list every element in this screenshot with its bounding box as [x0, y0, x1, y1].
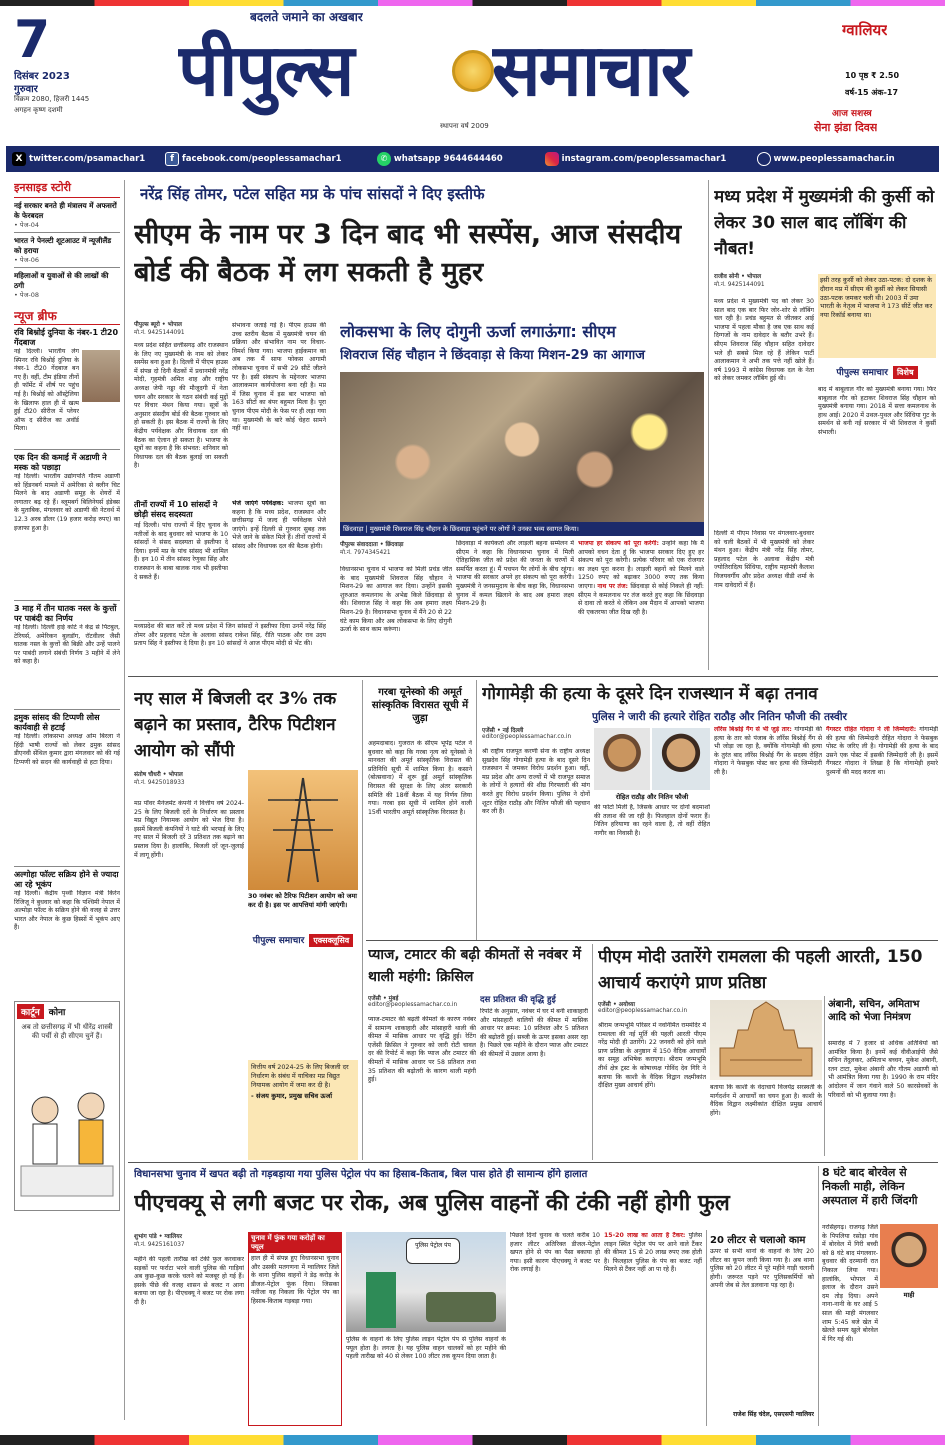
globe-icon — [757, 152, 771, 166]
brief-body: नई दिल्ली। लोकसभा अध्यक्ष ओम बिरला ने हिंदी भाषी राज्यों को लेकर द्रमुक सांसद डीएनवी सेंथिल कुमार द्वारा मंगलवार को की गई टिप्पणी को सदन की कार्यवाही से हटा दिया। — [14, 733, 120, 766]
byline-mobile: मो.नं. 9425018933 — [134, 780, 185, 786]
petrol-kicker: विधानसभा चुनाव में खपत बढ़ी तो गड़बड़ाया गया पुलिस पेट्रोल पंप का हिसाब-किताब, बिल पास होते ही सामान्य होंगे हालात — [134, 1169, 588, 1180]
tagline: बदलते जमाने का अखबार — [250, 10, 363, 24]
weekday: गुरुवार — [14, 84, 38, 95]
shivraj-headline: लोकसभा के लिए दोगुनी ऊर्जा लगाऊंगा: सीएम — [340, 322, 616, 341]
brief-body: नई दिल्ली। भारतीय लेग स्पिनर रवि बिश्नोई दुनिया के नंबर-1 टी20 गेंदबाज बन गए हैं। वहीं, टीम इंडिया तीनों ही फॉर्मेट में शीर्ष पर पहुंच गई है। बिश्नोई को ऑस्ट्रेलिया के खिलाफ हाल ही में खत्म हुई टी20 सीरीज में प्लेयर ऑफ द सीरीज का अवॉर्ड मिला। — [14, 348, 79, 433]
brief-item — [14, 870, 120, 996]
electricity-tag — [248, 928, 358, 950]
pump-body — [366, 1272, 396, 1328]
petrol-box-title: चुनाव में फुंक गया करोड़ों का फ्यूल — [249, 1233, 341, 1253]
inside-page: • पेज-04 — [14, 221, 40, 229]
thali-body: प्याज-टमाटर की बढ़ती कीमतों के कारण नवंबर में सामान्य शाकाहारी और मांसाहारी थाली की कीमत में मासिक आधार पर वृद्धि हुई। रेटिंग एजेंसी क्रिसिल ने गुरुवार को जारी रोटी चावल दर की रिपोर्ट में कहा कि प्याज और टमाटर की कीमतों में मासिक आधार पर 58 प्रतिशत तथा 35 प्रतिशत की बढ़ोतरी के कारण थाली महंगी हुई। — [368, 1016, 476, 1084]
social-whatsapp[interactable] — [377, 152, 539, 166]
byline-text: पीपुल्स ब्यूरो • भोपाल — [134, 322, 182, 328]
inside-text: भारत ने पेनल्टी शूटआउट में न्यूजीलैंड को हराया — [14, 236, 112, 255]
petrol-box-body: हाल ही में संपन्न हुए विधानसभा चुनाव और उसकी मतगणना में ग्वालियर जिले के थाना पुलिस वाहनों ने डेढ़ करोड़ के डीजल-पेट्रोल फूंक दिया। जिसका नतीजा यह निकला कि पेट्रोल पंप का हिसाब-किताब गड़बड़ा गया। — [251, 1255, 339, 1305]
ramlala-body: श्रीराम जन्मभूमि परिसर में नवनिर्मित राममंदिर में रामलला की नई मूर्ति की पहली आरती पीएम नरेंद्र मोदी ही उतारेंगे। 22 जनवरी को होने वाले प्राण प्रतिष्ठा के अनुष्ठान में 150 वैदिक आचार्यों का समूह अभिषेक कराएगा। श्रीराम जन्मभूमि तीर्थ क्षेत्र ट्रस्ट के कोषाध्यक्ष गोविंद देव गिरि ने बताया कि काशी के वैदिक विद्वान लक्ष्मीकांत दीक्षित मुख्य आचार्य होंगे। — [598, 1022, 706, 1090]
ramlala-byline — [598, 1000, 706, 1014]
byline-email: editor@peoplessamachar.co.in — [368, 1002, 458, 1008]
observer-sub: भेजे जाएंगे पर्यवेक्षक: — [232, 500, 284, 507]
shivraj-text3: उन्होंने कहा कि मैं आपको वचन देता हूं कि भाजपा सरकार दिए हुए हर संकल्प को पूरा करेगी। प्रत्येक परिवार को एक रोजगार का लक्ष्य पूरा करना है। लाड़ली बहनों को मिलने वाले 1250 रुपए को बढ़ाकर 3000 रुपए तक किया जाएगा। — [578, 540, 704, 590]
observer-body — [232, 500, 326, 552]
founded: स्थापना वर्ष 2009 — [440, 122, 489, 130]
brief-item — [14, 453, 120, 597]
social-facebook[interactable] — [165, 152, 371, 166]
cartoon-label: कार्टून — [17, 1004, 44, 1019]
gogamedi-text4: गोगामेड़ी की हत्या की जिम्मेदारी रोहित गोदारा ने फेसबुक पोस्ट के जरिए ली है। गोगामेड़ी की हत्या के बाद उसने एक पोस्ट में इसकी जिम्मेदारी ली है। इसमें गैंगस्टर गोदारा ने लिखा है कि गोगामेड़ी हमारे दुश्मनों की मदद करता था। — [826, 726, 938, 776]
invitees-headline: अंबानी, सचिन, अमिताभ आदि को भेजा निमंत्रण — [828, 999, 920, 1023]
brief-item — [14, 328, 120, 446]
today-event: सेना झंडा दिवस — [814, 121, 878, 134]
inside-item[interactable] — [14, 236, 120, 264]
col-rule — [706, 1230, 707, 1426]
petrol-sub2: 15-20 लाख का आता है टैंकर: — [604, 1232, 686, 1239]
borewell-caption: माही — [903, 1291, 915, 1299]
byline-mobile: मो.नं. 9425144091 — [134, 330, 185, 336]
col-rule — [592, 944, 593, 1160]
petrol-photo — [346, 1232, 506, 1332]
facebook-icon: f — [165, 152, 179, 166]
cmrace-body3: बाद में बाबूलाल गौर को मुख्यमंत्री बनाया गया। फिर बाबूलाल गौर को हटाकर शिवराज सिंह चौहान को मुख्यमंत्री बनाया गया। 2018 में सत्ता कमलनाथ के हाथ आई। 2020 में उथल-पुथल और सिंधिया गुट के समर्थन से बनी नई सरकार में भी शिवराज ने कुर्सी संभाली। — [818, 386, 936, 436]
shivraj-photo — [340, 372, 704, 522]
brief-title: रवि बिश्नोई दुनिया के नंबर-1 टी20 गेंदबाज — [14, 328, 119, 347]
today-label: आज सशस्त्र — [832, 109, 872, 119]
brief-item — [14, 713, 120, 863]
gogamedi-body: श्री राष्ट्रीय राजपूत करणी सेना के राष्ट्रीय अध्यक्ष सुखदेव सिंह गोगामेड़ी हत्या के बाद दूसरे दिन राजस्थान में जमकर विरोध प्रदर्शन हुआ। वहीं, मप्र प्रदेश और अन्य राज्यों में भी राजपूत समाज के लोगों ने हत्यारों की शीघ्र गिरफ्तारी की मांग करते हुए विरोध प्रदर्शन किया। पुलिस ने दोनों शूटर रोहित राठौड़ और नितिन फौजी की पहचान कर ली है। — [482, 748, 590, 816]
electricity-tag-1: पीपुल्स समाचार — [252, 936, 305, 946]
byline-email: editor@peoplessamachar.co.in — [482, 734, 572, 740]
social-label: www.peoplessamachar.in — [773, 154, 895, 164]
electricity-tag-2: एक्सक्लूसिव — [309, 934, 353, 947]
social-label: facebook.com/peoplessamachar1 — [182, 154, 342, 164]
price: 10 पृष्ठ ₹ 2.50 — [845, 71, 900, 80]
byline-text: एजेंसी • अयोध्या — [598, 1002, 636, 1008]
lead-body-col1: मध्य प्रदेश सहित छत्तीसगढ़ और राजस्थान के लिए नए मुख्यमंत्री के नाम को लेकर सस्पेंस बना हुआ है। दिल्ली में पीएम हाउस में संपन्न दो दिनी बैठकों में प्रधानमंत्री नरेंद्र मोदी, गृहमंत्री अमित शाह और राष्ट्रीय अध्यक्ष जेपी नड्डा की मौजूदगी में नेता चयन और सरकार के गठन संबंधी कई मुद्दों पर विचार मंथन किया गया। सूत्रों के अनुसार संसदीय बोर्ड की बैठक गुरुवार को हो सकती है। इस बैठक में राज्यों के लिए केंद्रीय पर्यवेक्षक और विधायक दल की बैठक का ऐलान हो सकता है। भाजपा के सूत्रों का कहना है कि संभवत: शनिवार को विधायक दल की बैठक बुलाई जा सकती है। — [134, 342, 228, 470]
divider — [14, 866, 120, 867]
inside-page: • पेज-08 — [14, 291, 40, 299]
gogamedi-byline — [482, 726, 590, 740]
cmrace-tag-2: विशेष — [893, 366, 918, 379]
byline-text: एजेंसी • मुंबई — [368, 996, 399, 1002]
col-rule — [824, 996, 825, 1156]
shivraj-sub: शिवराज सिंह चौहान ने छिंदवाड़ा से किया मिशन-29 का आगाज — [340, 348, 645, 363]
lead-byline — [134, 320, 228, 336]
divider — [14, 267, 120, 268]
coupon-sign: राजेश सिंह चंदेल, एसएसपी ग्वालियर — [733, 1411, 814, 1418]
cartoon-box — [14, 1001, 120, 1211]
petrol-body2: पुलिस के वाहनों के लिए पुलिस लाइन पेट्रोल पंप से पुलिस वाहनों के फ्यूल होता है। लगता है। यह पुलिस वाहन चालकों को हर महीने की पहली तारीख को 40 से लेकर 100 लीटर तक कूपन दिया जाता है। — [346, 1336, 506, 1361]
petrol-headline: पीएचक्यू से लगी बजट पर रोक, अब पुलिस वाहनों की टंकी नहीं होगी फुल — [134, 1191, 730, 1216]
gogamedi-sub2: लॉरेंस बिश्नोई गैंग से भी जुड़े तार: — [714, 726, 792, 733]
byline-mobile: मो.नं. 9425144091 — [714, 282, 765, 288]
cmrace-byline — [714, 272, 814, 288]
byline-text: संतोष चौधरी • भोपाल — [134, 772, 183, 778]
social-label: whatsapp 9644644460 — [393, 154, 503, 164]
divider — [14, 449, 120, 450]
observer-text: भाजपा सूत्रों का कहना है कि मध्य प्रदेश, राजस्थान और छत्तीसगढ़ में जल्द ही पर्यवेक्षक भेजे जाएंगे। इन्हें दिल्ली से गुरुवार सुबह तक भेजे जाने के संकेत मिले हैं। तीनों राज्यों में सांसद और विधायक दल की बैठक होगी। — [232, 500, 326, 550]
cmrace-tag — [818, 360, 936, 384]
inside-text: नई सरकार बनते ही मंत्रालय में अफसरों के फेरबदल — [14, 201, 117, 220]
byline-text: एजेंसी • नई दिल्ली — [482, 728, 524, 734]
jeep-body — [426, 1292, 496, 1322]
ramlala-headline: पीएम मोदी उतारेंगे रामलला की पहली आरती, 150 आचार्य कराएंगे प्राण प्रतिष्ठा — [598, 947, 923, 993]
byline-text: राजीव सोनी • भोपाल — [714, 274, 762, 280]
byline-mobile: मो.नं. 9425161037 — [134, 1242, 185, 1248]
cmrace-highlight: इसी तरह कुर्सी को लेकर उठा-पटक: दो दशक के दौरान मप्र में सीएम की कुर्सी को लेकर सियासी उठा-पटक जमकर चली थी। 2003 में उमा भारती के नेतृत्व में भाजपा ने 173 सीटें जीत कर नया रिकॉर्ड बनाया था। — [818, 274, 936, 358]
garba-headline: गरबा यूनेस्को की अमूर्त सांस्कृतिक विरासत सूची में जुड़ा — [371, 687, 469, 724]
thali-headline: प्याज, टमाटर की बढ़ी कीमतों से नवंबर में थाली महंगी: क्रिसिल — [368, 947, 581, 985]
inside-item[interactable] — [14, 271, 120, 299]
byline-email: editor@peoplessamachar.co.in — [598, 1008, 688, 1014]
lead-body-col2: संभावना जताई गई है। पीएम हाउस की उच्च स्तरीय बैठक में मुख्यमंत्री चयन की प्रक्रिया और संभावित नाम पर विचार-विमर्श किया गया। भाजपा हाईकमान का अब तक मैं साफ फोकस आगामी लोकसभा चुनाव में सभी 29 सीटें जीतने पर है। इसी संकल्प के मद्देनजर भाजपा आलाकमान कार्ययोजना बना रही है। मप्र में जिस चुनाव में इस बार भाजपा को 163 सीटों का बंपर बहुमत मिला है। पूरा चुनाव पीएम मोदी के फेस पर ही लड़ा गया था। मुख्यमंत्री के बारे कोई चेहरा सामने नहीं था। — [232, 322, 326, 433]
tower-photo — [248, 770, 358, 890]
brief-title: एक दिन की कमाई में अडाणी ने मस्क को पछाड़ा — [14, 453, 107, 472]
byline-mobile: मो.नं. 7974345421 — [340, 550, 391, 556]
shivraj-caption: छिंदवाड़ा | मुख्यमंत्री शिवराज सिंह चौहान के छिंदवाड़ा पहुंचने पर लोगों ने उनका भव्य स्वागत किया। — [340, 522, 704, 536]
x-icon: X — [12, 152, 26, 166]
gogamedi-sub: पुलिस ने जारी की हत्यारे रोहित राठौड़ और नितिन फौजी की तस्वीर — [592, 711, 847, 723]
electricity-note — [248, 1060, 358, 1160]
social-label: instagram.com/peoplessamachar1 — [561, 154, 727, 164]
col-rule — [362, 680, 363, 1160]
masthead — [0, 0, 945, 145]
coupon-headline: 20 लीटर से चलाओ काम — [710, 1235, 806, 1246]
inside-heading: इनसाइड स्टोरी — [14, 180, 120, 198]
gogamedi-body4 — [826, 726, 938, 936]
cartoon-corner: कोना — [48, 1008, 66, 1018]
lead-observer-section — [232, 500, 326, 618]
petrol-text4: पुलिस लाइन स्थित पेट्रोल पंप पर आने वाले टैंकर की कीमत 15 से 20 लाख रुपए तक होती है। फिलहाल पुलिस के पंप का बजट नहीं मिलने से टैंकर नहीं आ पा रहे हैं। — [604, 1232, 702, 1274]
brief-title: 3 माह में तीन घातक नस्ल के कुत्तों पर पाबंदी का निर्णय — [14, 604, 117, 623]
cmrace-headline: मध्य प्रदेश में मुख्यमंत्री की कुर्सी को लेकर 30 साल बाद लॉबिंग की नौबत! — [714, 187, 935, 259]
electricity-caption: 30 नवंबर को टैरिफ पिटीशन आयोग को जमा कर दी है। इस पर आपत्तियां मांगी जाएंगी। — [248, 892, 357, 909]
title-right: समाचार — [492, 28, 689, 112]
social-instagram[interactable] — [545, 152, 751, 166]
brief-title: द्रमुक सांसद की टिप्पणी लोस कार्यवाही से हटाई — [14, 713, 100, 732]
cartoon-caption: अब तो छत्तीसगढ़ में भी धीरेंद्र शास्त्री की पर्ची से ही सीएम चुनें हैं। — [21, 1023, 113, 1040]
byline-text: शुभांग पांडे • ग्वालियर — [134, 1234, 182, 1240]
volume: वर्ष-15 अंक-17 — [845, 88, 899, 97]
shivraj-byline — [340, 540, 434, 556]
right-col-rule — [708, 180, 709, 670]
shivraj-body-col1: विधानसभा चुनाव में भाजपा को मिली प्रचंड जीत के बाद मुख्यमंत्री शिवराज सिंह चौहान ने मिशन-29 का आगाज कर दिया। उन्होंने इसकी शुरुआत कमलनाथ के अभेद्य किले छिंदवाड़ा से की। शिवराज सिंह ने कहा कि अब हमारा लक्ष्य मिशन-29 है। विधानसभा चुनाव में मैंने 20 से 22 घंटे काम किया और अब लोकसभा के लिए दोगुनी ऊर्जा के साथ काम करूंगा। — [340, 566, 452, 634]
inside-page: • पेज-06 — [14, 256, 40, 264]
col-rule — [818, 1166, 819, 1426]
electricity-byline — [134, 770, 244, 786]
date-day: 7 — [14, 14, 51, 66]
instagram-icon — [545, 152, 559, 166]
gogamedi-headline: गोगामेड़ी की हत्या के दूसरे दिन राजस्थान में बढ़ा तनाव — [482, 684, 818, 704]
bishnoi-photo — [82, 350, 120, 402]
thali-body2: रिपोर्ट के अनुसार, नवंबर में घर में बनी शाकाहारी और मांसाहारी थालियों की कीमत में मासिक आधार पर क्रमश: 10 प्रतिशत और 5 प्रतिशत की बढ़ोतरी हुई। सब्जी के ऊपर इसका असर रहा है। पिछले एक महीने के दौरान प्याज और टमाटर की कीमतों में उछाल आया है। — [480, 1008, 588, 1058]
brief-body: नई दिल्ली। भारतीय उद्योगपति गौतम अडाणी को हिंडनबर्ग मामले में अमेरिका से क्लीन चिट मिलने के बाद अडाणी समूह के शेयरों में लगातार बढ़ रहे हैं। ब्लूमबर्ग बिलिनेयर्स इंडेक्स के मुताबिक, मंगलवार को अडाणी की नेटवर्थ में 12.3 अरब डॉलर (19 हजार करोड़ रुपए) का इजाफा हुआ है। — [14, 473, 120, 532]
title-left: पीपुल्स — [178, 28, 353, 112]
lead-box-title: तीनों राज्यों में 10 सांसदों ने छोड़ी संसद सदस्यता — [134, 500, 218, 519]
cmrace-body: मध्य प्रदेश में मुख्यमंत्री पद को लेकर 30 साल बाद एक बार फिर जोर-शोर से लॉबिंग चल रही है। प्रचंड बहुमत से जीतकर आई भाजपा में पहला मौका है जब एक साथ कई दिग्गजों के नाम दावेदार के बतौर उभरे हैं। सीएम शिवराज सिंह चौहान सहित दावेदार भले ही सबसे मिल रहे हैं लेकिन पार्टी आलाकमान ने अभी तक पत्ते नहीं खोले हैं। वर्ष 1993 में कांग्रेस विधायक दल के नेता को लेकर जमकर लॉबिंग हुई थी। — [714, 298, 814, 383]
brief-item — [14, 604, 120, 706]
tithi: अगहन कृष्ण दशमी — [14, 106, 63, 114]
edition: ग्वालियर — [842, 21, 888, 39]
lead-box-body: नई दिल्ली। पांच राज्यों में हिए चुनाव के नतीजों के बाद बुधवार को भाजपा के 10 सांसदों ने संसद सदस्यता से इस्तीफा दे दिया। इनमें मप्र के पांच सांसद भी शामिल हैं। इन 10 में तीन सांसद रेणुका सिंह और राजस्थान के बाबा बालक नाथ भी इस्तीफा दे सकते हैं। — [134, 522, 228, 581]
invitees-body: समारोह में 7 हजार से अधिक अतिथियों को आमंत्रित किया है। इनमें कई वीवीआईपी जैसे सचिन तेंदुलकर, अमिताभ बच्चन, मुकेश अंबानी, रतन टाटा, मुकेश अंबानी और गौतम अडाणी को भी आमंत्रित किया गया है। 1990 के राम मंदिर आंदोलन में जान गंवाने वाले 50 कारसेवकों के परिवारों को भी बुलाया गया है। — [828, 1040, 938, 1099]
sidebar-rule — [124, 180, 125, 1420]
social-web[interactable] — [757, 152, 933, 166]
byline-text: पीपुल्स संवाददाता • छिंदवाड़ा — [340, 542, 404, 548]
petrol-body: महीने की पहली तारीख को टंकी फुल करवाकर सड़कों पर फर्राटा भरने वाली पुलिस की गाड़ियां अब कुछ-कुछ करके चलने को मजबूर हो गई हैं। इसके पीछे की वजह शासन से बजट न आना बताया जा रहा है। पीएचक्यू ने बजट पर रोक लगा दी है। — [134, 1256, 244, 1306]
section-rule — [128, 676, 938, 677]
shivraj-sub3: नाथ पर तंज: — [597, 582, 629, 590]
borewell-photo — [880, 1224, 938, 1288]
cartoon-drawing — [15, 1070, 119, 1210]
brief-body: नई दिल्ली। केंद्रीय पृथ्वी विज्ञान मंत्री किरेन रिजिजू ने बुधवार को कहा कि पश्चिमी नेपाल में अल्मोड़ा फॉल्ट के सक्रिय होने की वजह से उत्तर भारत और नेपाल के कुछ हिस्सों में भूकंप आए हैं। — [14, 890, 120, 932]
brief-heading: न्यूज ब्रीफ — [14, 307, 120, 325]
petrol-body4 — [604, 1232, 702, 1426]
electricity-body: मप्र पॉवर मैनेजमेंट कंपनी ने वित्तीय वर्ष 2024-25 के लिए बिजली दरों के निर्धारण का प्रस्ताव मप्र विद्युत नियामक आयोग को भेज दिया है। इसमें बिजली कंपनियों ने घाटे की भरपाई के लिए नए साल में बिजली दरें 3 प्रतिशत तक बढ़ाने का प्रस्ताव दिया है। हालांकि, बिजली दरें जून-जुलाई में लागू होंगी। — [134, 800, 244, 859]
whatsapp-icon: ✆ — [377, 152, 391, 166]
social-bar — [6, 146, 939, 172]
shivraj-body-col2: छिंदवाड़ा में कार्यकर्ता और लाड़ली बहना सम्मेलन में सीएम ने कहा कि विधानसभा चुनाव में मिली ऐतिहासिक जीत को प्रदेश की जनता के चरणों में समर्पित करता हूं। मैं पचपन पैर लोगों के बीच रहूंगा। भाजपा की सरकार अपने हर संकल्प को पूरा करेगी। मुख्यमंत्री ने जनसमुदाय के बीच कहा कि, विधानसभा चुनाव में कमल खिलाने के बाद अब हमारा लक्ष्य मिशन-29 है। — [456, 540, 574, 608]
date-month: दिसंबर 2023 — [14, 71, 70, 82]
divider — [14, 232, 120, 233]
cmrace-tag-1: पीपुल्स समाचार — [836, 368, 888, 378]
gogamedi-sub3: गैंगस्टर रोहित गोदारा ने ली जिम्मेदारी: — [826, 726, 917, 733]
brief-title: अल्गोहा फॉल्ट सक्रिय होने से ज्यादा आ रहे भूकंप — [14, 870, 119, 889]
brief-body: नई दिल्ली। दिल्ली हाई कोर्ट ने केंद्र से पिटबुल, टेरियर्स, अमेरिकन बुलडॉग, रॉटवीलर जैसी घातक नस्ल के कुत्तों की बिक्री और उन्हें पालने पर पाबंदी लगाने संबंधी निर्णय 3 महीने में लेने को कहा है। — [14, 624, 120, 666]
garba-body: अहमदाबाद। गुजरात के सीएम भूपेंद्र पटेल ने बुधवार को कहा कि गरबा नृत्य को यूनेस्को ने मानवता की अमूर्त सांस्कृतिक विरासत की प्रतिनिधि सूची में शामिल किया है। कसाने (बोत्सवाना) में शुरू हुई अमूर्त सांस्कृतिक विरासत की सुरक्षा के लिए अंतर सरकारी समिति की 18वीं बैठक में यह निर्णय लिया गया। गरबा इस सूची में शामिल होने वाली 15वीं भारतीय अमूर्त सांस्कृतिक विरासत है। — [368, 740, 472, 816]
gogamedi-text3: गोगामेड़ी की हत्या के तार को पंजाब के लॉरेंस बिश्नोई गैंग से भी जोड़ा जा रहा है, क्योंकि गोगामेड़ी की हत्या के तुरंत बाद लॉरेंस बिश्नोई गैंग के सदस्य रोहित गोदारा ने फेसबुक पोस्ट कर हत्या की जिम्मेदारी ली है। — [714, 726, 822, 776]
col-rule — [476, 680, 477, 940]
gogamedi-body3 — [714, 726, 822, 936]
ramlala-body2: बताया कि काशी के वेदाचार्य विजयेंद्र सरस्वती के मार्गदर्शन में आचार्यों का चयन हुआ है। काशी के वैदिक विद्वान लक्ष्मीकांत दीक्षित प्रमुख आचार्य होंगे। — [710, 1084, 822, 1117]
gogamedi-caption: रोहित राठौड़ और नितिन फौजी — [615, 793, 689, 801]
thali-sub: दस प्रतिशत की वृद्धि हुई — [480, 995, 556, 1005]
temple-illustration — [710, 1000, 822, 1080]
borewell-body-ext — [822, 1300, 938, 1426]
lead-box — [134, 500, 228, 618]
note-text: वित्तीय वर्ष 2024-25 के लिए बिजली दर निर्धारण के संबंध में याचिका मप्र विद्युत नियामक आयोग में जमा कर दी है। — [251, 1063, 349, 1089]
borewell-headline: 8 घंटे बाद बोरवेल से निकली माही, लेकिन अस्पताल में हारी जिंदगी — [822, 1166, 918, 1207]
lead-box-body2: मध्यप्रदेश की बात करें तो मध्य प्रदेश में जिन सांसदों ने इस्तीफा दिया उनमें नरेंद्र सिंह तोमर और प्रहलाद पटेल के अलावा सांसद राकेश सिंह, रीति पाठक और राव उदय प्रताप सिंह ने इस्तीफा दे दिया है। इन 10 सांसदों ने आज पीएम मोदी से भेंट की। — [134, 620, 326, 672]
shivraj-sub2: भाजपा हर संकल्प को पूरा करेगी: — [578, 540, 660, 547]
section-rule — [128, 1162, 938, 1163]
left-sidebar — [14, 180, 120, 1425]
inside-text: महिलाओं व युवाओं से की लाखों की ठगी — [14, 271, 109, 290]
gogamedi-photo-2 — [652, 728, 710, 790]
gogamedi-body2: की फोटो मिली है, जिसके आधार पर दोनों बदमाशों की तलाश की जा रही है। फिलहाल दोनों फरार हैं। नितिन हरियाणा का रहने वाला है, तो वहीं रोहित नागौर का निवासी है। — [594, 804, 710, 837]
color-strip — [0, 1435, 945, 1445]
vikram-samvat: विक्रम 2080, हिजरी 1445 — [14, 95, 90, 103]
divider — [14, 600, 120, 601]
lead-headline: सीएम के नाम पर 3 दिन बाद भी सस्पेंस, आज संसदीय बोर्ड की बैठक में लग सकती है मुहर — [134, 219, 682, 288]
petrol-box — [248, 1232, 342, 1426]
inside-item[interactable] — [14, 201, 120, 229]
coupon-body: ऊपर से सभी थानों के वाहनों के लिए 20 लीटर का कूपन जारी किया गया है। अब थाना पुलिस को 20 लीटर में पूरे महीने गाड़ी चलानी होगी। जरूरत पड़ने पर पुलिसकर्मियों को अपनी जेब से तेल डलवाना पड़ रहा है। — [710, 1248, 814, 1290]
cmrace-body2: दिल्ली में पीएम निवास पर मंगलवार-बुधवार को चली बैठकों में भी मुख्यमंत्री को लेकर मंथन हुआ। केंद्रीय मंत्री नरेंद्र सिंह तोमर, प्रहलाद पटेल के अलावा केंद्रीय मंत्री ज्योतिरादित्य सिंधिया, राष्ट्रीय महामंत्री कैलाश विजयवर्गीय और प्रदेश अध्यक्ष वीडी शर्मा के नाम दावेदारों में हैं। — [714, 530, 814, 589]
petrol-body3: पिछले दिनों चुनाव के चलते करीब 10 हजार लीटर अतिरिक्त डीजल-पेट्रोल खपत होने से पंप का पैसा बकाया हो गया। इसी कारण पीएचक्यू ने बजट पर रोक लगाई है। — [510, 1232, 600, 1274]
petrol-byline — [134, 1232, 244, 1248]
borewell-body: नरसिंहगढ़। राजगढ़ जिले के पिपलिया रसोड़ा गांव में बोरवेल में गिरी बच्ची को 8 घंटे बाद मंगलवार-बुधवार की दरम्यानी रात निकाल लिया गया। हालांकि, भोपाल में इलाज के दौरान उसने दम तोड़ दिया। अपने नाना-नानी के घर आई 5 साल की माही मंगलवार शाम 5:45 बजे खेत में खेलते समय खुले बोरवेल में गिर गई थी। — [822, 1224, 878, 1343]
lead-kicker: नरेंद्र सिंह तोमर, पटेल सहित मप्र के पांच सांसदों ने दिए इस्तीफे — [140, 185, 485, 203]
shivraj-text4: छिंदवाड़ा से कोई निकले ही नहीं: सीएम ने कमलनाथ पर तंज करते हुए कहा कि छिंदवाड़ा से दावा तो करते थे लेकिन अब मैदान में आपको भाजपा की एकतरफा जीत दिख रही है। — [578, 582, 704, 616]
gogamedi-photo-1 — [594, 728, 650, 790]
color-strip — [0, 0, 945, 6]
electricity-headline: नए साल में बिजली दर 3% तक बढ़ाने का प्रस्ताव, टैरिफ पिटीशन आयोग को सौंपी — [134, 689, 337, 761]
social-label: twitter.com/psamachar1 — [29, 154, 146, 164]
shivraj-body-col3 — [578, 540, 704, 670]
note-by: - संजय कुमार, प्रमुख सचिव ऊर्जा — [251, 1092, 333, 1101]
social-x[interactable] — [12, 152, 159, 166]
section-rule — [366, 940, 938, 941]
thali-byline — [368, 994, 476, 1008]
divider — [14, 709, 120, 710]
pump-sign: पुलिस पेट्रोल पंप — [406, 1238, 460, 1264]
logo-emblem — [452, 50, 494, 92]
